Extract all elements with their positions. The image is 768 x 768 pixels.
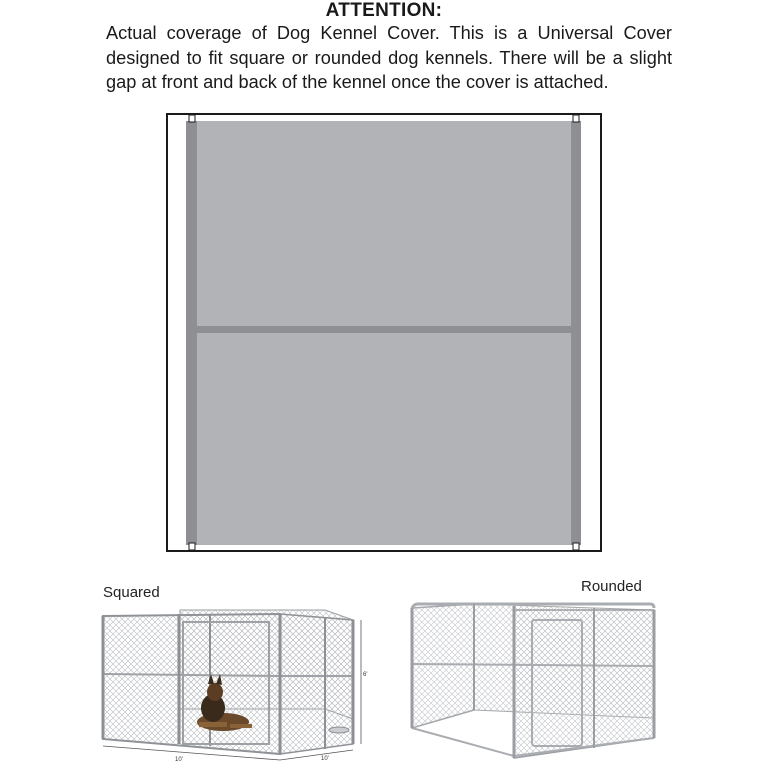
dim-width-label: 10' bbox=[175, 757, 183, 762]
cover-panel-bottom bbox=[197, 333, 571, 545]
rounded-label: Rounded bbox=[581, 578, 642, 595]
corner-grommet-top-right bbox=[573, 115, 579, 122]
corner-grommet-top-left bbox=[189, 115, 195, 122]
attention-heading: ATTENTION: bbox=[325, 0, 443, 21]
cover-panel-top bbox=[197, 121, 571, 326]
dim-depth-label: 10' bbox=[321, 756, 329, 762]
squared-kennel-illustration bbox=[95, 604, 370, 762]
cover-side-strip-right bbox=[571, 121, 581, 545]
cover-center-seam bbox=[197, 326, 571, 333]
cover-side-strip-left bbox=[186, 121, 197, 545]
rounded-kennel-illustration bbox=[404, 598, 666, 762]
coverage-notice-text: Actual coverage of Dog Kennel Cover. This is a Universal Cover designed to fit square or rounded dog kennels. There will be a slight gap at front and back of the kennel once the cover is attached. bbox=[106, 23, 672, 92]
squared-label: Squared bbox=[103, 584, 160, 601]
corner-grommet-bottom-right bbox=[573, 543, 579, 550]
dim-height-label: 6' bbox=[363, 672, 368, 678]
corner-grommet-bottom-left bbox=[189, 543, 195, 550]
